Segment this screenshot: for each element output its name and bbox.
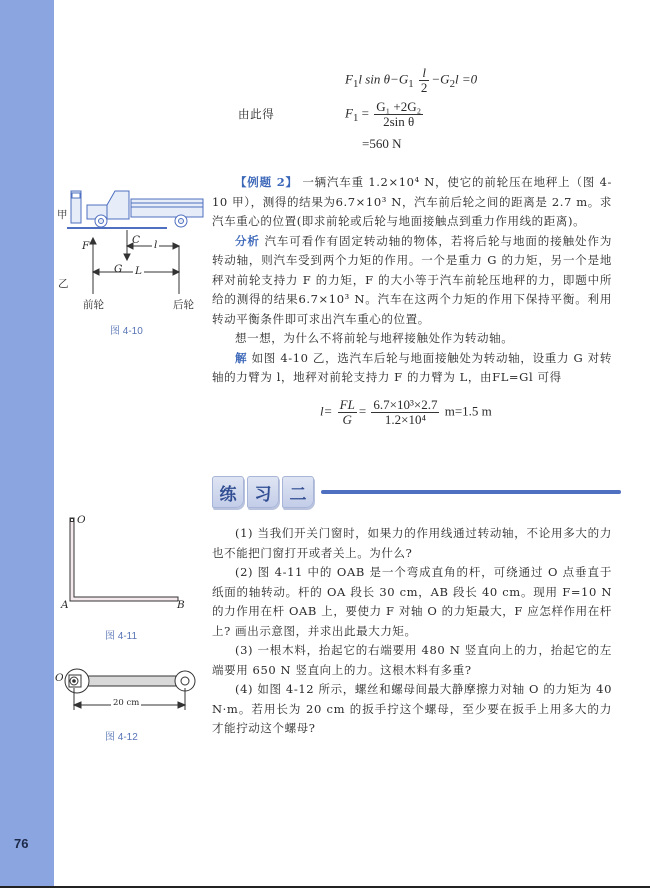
- frac-num: G₁ +2G₂: [376, 99, 422, 114]
- exercise-item: (4) 如图 4-12 所示，螺丝和螺母间最大静摩擦力对轴 O 的力矩为 40 N·m。若用长为 20 cm 的扳手拧这个螺母，至少要在扳手上用多大的力才能拧动这个螺母?: [212, 682, 612, 735]
- example-tag: 【例题 2】: [235, 175, 298, 189]
- label-jia: 甲: [57, 209, 68, 221]
- wrench-icon: [63, 668, 198, 718]
- exercise-item: (1) 当我们开关门窗时，如果力的作用线通过转动轴，不论用多大的力也不能把门窗打开或者关上。为什么?: [212, 526, 612, 560]
- example-text: 一辆汽车重 1.2×10⁴ N，使它的前轮压在地秤上（图 4-10 甲），测得的结果为6.7×10³ N，汽车前后轮之间的距离是 2.7 m。求汽车重心的位置(即求前轮或后轮与地面接触点到重力作用线的距离)。: [212, 175, 612, 228]
- exercise-list: [212, 524, 612, 739]
- think-question: 想一想，为什么不将前轮与地秤接触处作为转动轴。: [235, 331, 514, 345]
- eq-fraction: [419, 66, 430, 95]
- solution-tag: 解: [235, 350, 248, 365]
- eq-sub: 2: [449, 78, 455, 91]
- figure-caption: 图 4-10: [110, 326, 143, 337]
- figure-4-10: [55, 180, 215, 350]
- exercise-item: (2) 图 4-11 中的 OAB 是一个弯成直角的杆，可绕通过 O 点垂直于纸面的轴转动。杆的 OA 段长 30 cm，AB 段长 40 cm。现用 F=10 N 的力作用在杆 OAB 上，要使力 F 对轴 O 的力矩最大，F 应怎样作用在杆上? 画出示意图，并求出此最大力矩。: [212, 565, 612, 638]
- label-rear-wheel: 后轮: [173, 299, 194, 311]
- label-O: O: [55, 672, 64, 684]
- eq-term: l sin θ−G: [358, 71, 409, 87]
- eq-fraction: [371, 398, 439, 427]
- figure-4-12: [55, 668, 205, 748]
- eq-term: −G: [431, 71, 450, 87]
- eq-term: m=1.5 m: [444, 403, 492, 419]
- label-yi: 乙: [58, 278, 69, 290]
- frac-num: 6.7×10³×2.7: [373, 397, 438, 412]
- label-length: 20 cm: [113, 698, 140, 708]
- equation-torque-balance: [345, 66, 477, 95]
- frac-den: 2: [420, 80, 428, 95]
- label-l: l: [154, 239, 158, 251]
- frac-num: FL: [339, 397, 355, 412]
- frac-den: G: [342, 412, 352, 427]
- exercise-title-char: 二: [282, 476, 314, 508]
- page-sidebar: [0, 0, 54, 886]
- figure-4-11: [55, 510, 205, 642]
- eq-fraction: [338, 398, 357, 427]
- header-rule: [321, 490, 621, 494]
- figure-caption: 图 4-12: [105, 732, 138, 743]
- exercise-item: (3) 一根木料，抬起它的右端要用 480 N 竖直向上的力，抬起它的左端要用 650 N 竖直向上的力。这根木料有多重?: [212, 643, 612, 677]
- label-F: F: [82, 240, 90, 252]
- eq-sub: 1: [408, 78, 414, 91]
- eq-term: l =0: [454, 71, 478, 87]
- eq-term: l=: [320, 403, 333, 419]
- label-front-wheel: 前轮: [83, 299, 104, 311]
- analysis-text: 汽车可看作有固定转动轴的物体，若将后轮与地面的接触处作为转动轴，则汽车受到两个力矩的作用。一个是重力 G 的力矩，另一个是地秤对前轮支持力 F 的力矩，F 的大小等于汽车前轮压地秤的力，即题中所给的测得的结果6.7×10³ N。汽车在这两个力矩的作用下保持平衡。利用转动平衡条件即可求出汽车重心的位置。: [212, 233, 613, 326]
- equation-F1: [345, 100, 425, 129]
- page-number: 76: [14, 836, 29, 851]
- figure-caption: 图 4-11: [105, 631, 138, 642]
- label-G: G: [114, 263, 123, 275]
- eq-fraction: [374, 100, 423, 129]
- exercise-title-char: 习: [247, 476, 279, 508]
- eq-equals: =: [361, 105, 369, 121]
- eq-symbol: F: [345, 71, 353, 87]
- equation-result-560: =560 N: [362, 136, 402, 151]
- eq-sub: 1: [352, 112, 359, 125]
- exercise-title-char: 练: [212, 476, 244, 508]
- example-2-statement: [212, 173, 612, 232]
- label-L: L: [135, 265, 142, 277]
- label-B: B: [177, 599, 185, 611]
- equation-lead-text: 由此得: [238, 107, 275, 121]
- solution-text: 如图 4-10 乙，选汽车后轮与地面接触处为转动轴，设重力 G 对转轴的力臂为 l，地秤对前轮支持力 F 的力臂为 L，由FL=Gl 可得: [212, 350, 612, 384]
- example-2: [212, 173, 612, 388]
- label-A: A: [61, 599, 69, 611]
- eq-sub: 1: [352, 78, 359, 91]
- truck-on-scale-icon: [67, 185, 207, 230]
- right-angle-rod-icon: [65, 515, 185, 605]
- equation-l-result: l= $\frac{FL}{G}$ = $\frac{\text{6.7×10³×2.7}}{\text{1.2×10⁴}}$ m=1.5 m: [320, 397, 492, 427]
- example-2-solution: [212, 349, 612, 388]
- frac-num: l: [419, 66, 430, 81]
- eq-symbol: F: [345, 105, 353, 121]
- exercise-header: [212, 476, 621, 508]
- example-2-analysis: [212, 232, 612, 330]
- analysis-tag: 分析: [235, 233, 260, 248]
- frac-den: 1.2×10⁴: [384, 412, 426, 427]
- label-O: O: [77, 514, 86, 526]
- label-C: C: [132, 234, 141, 246]
- frac-den: 2sin θ: [383, 114, 415, 129]
